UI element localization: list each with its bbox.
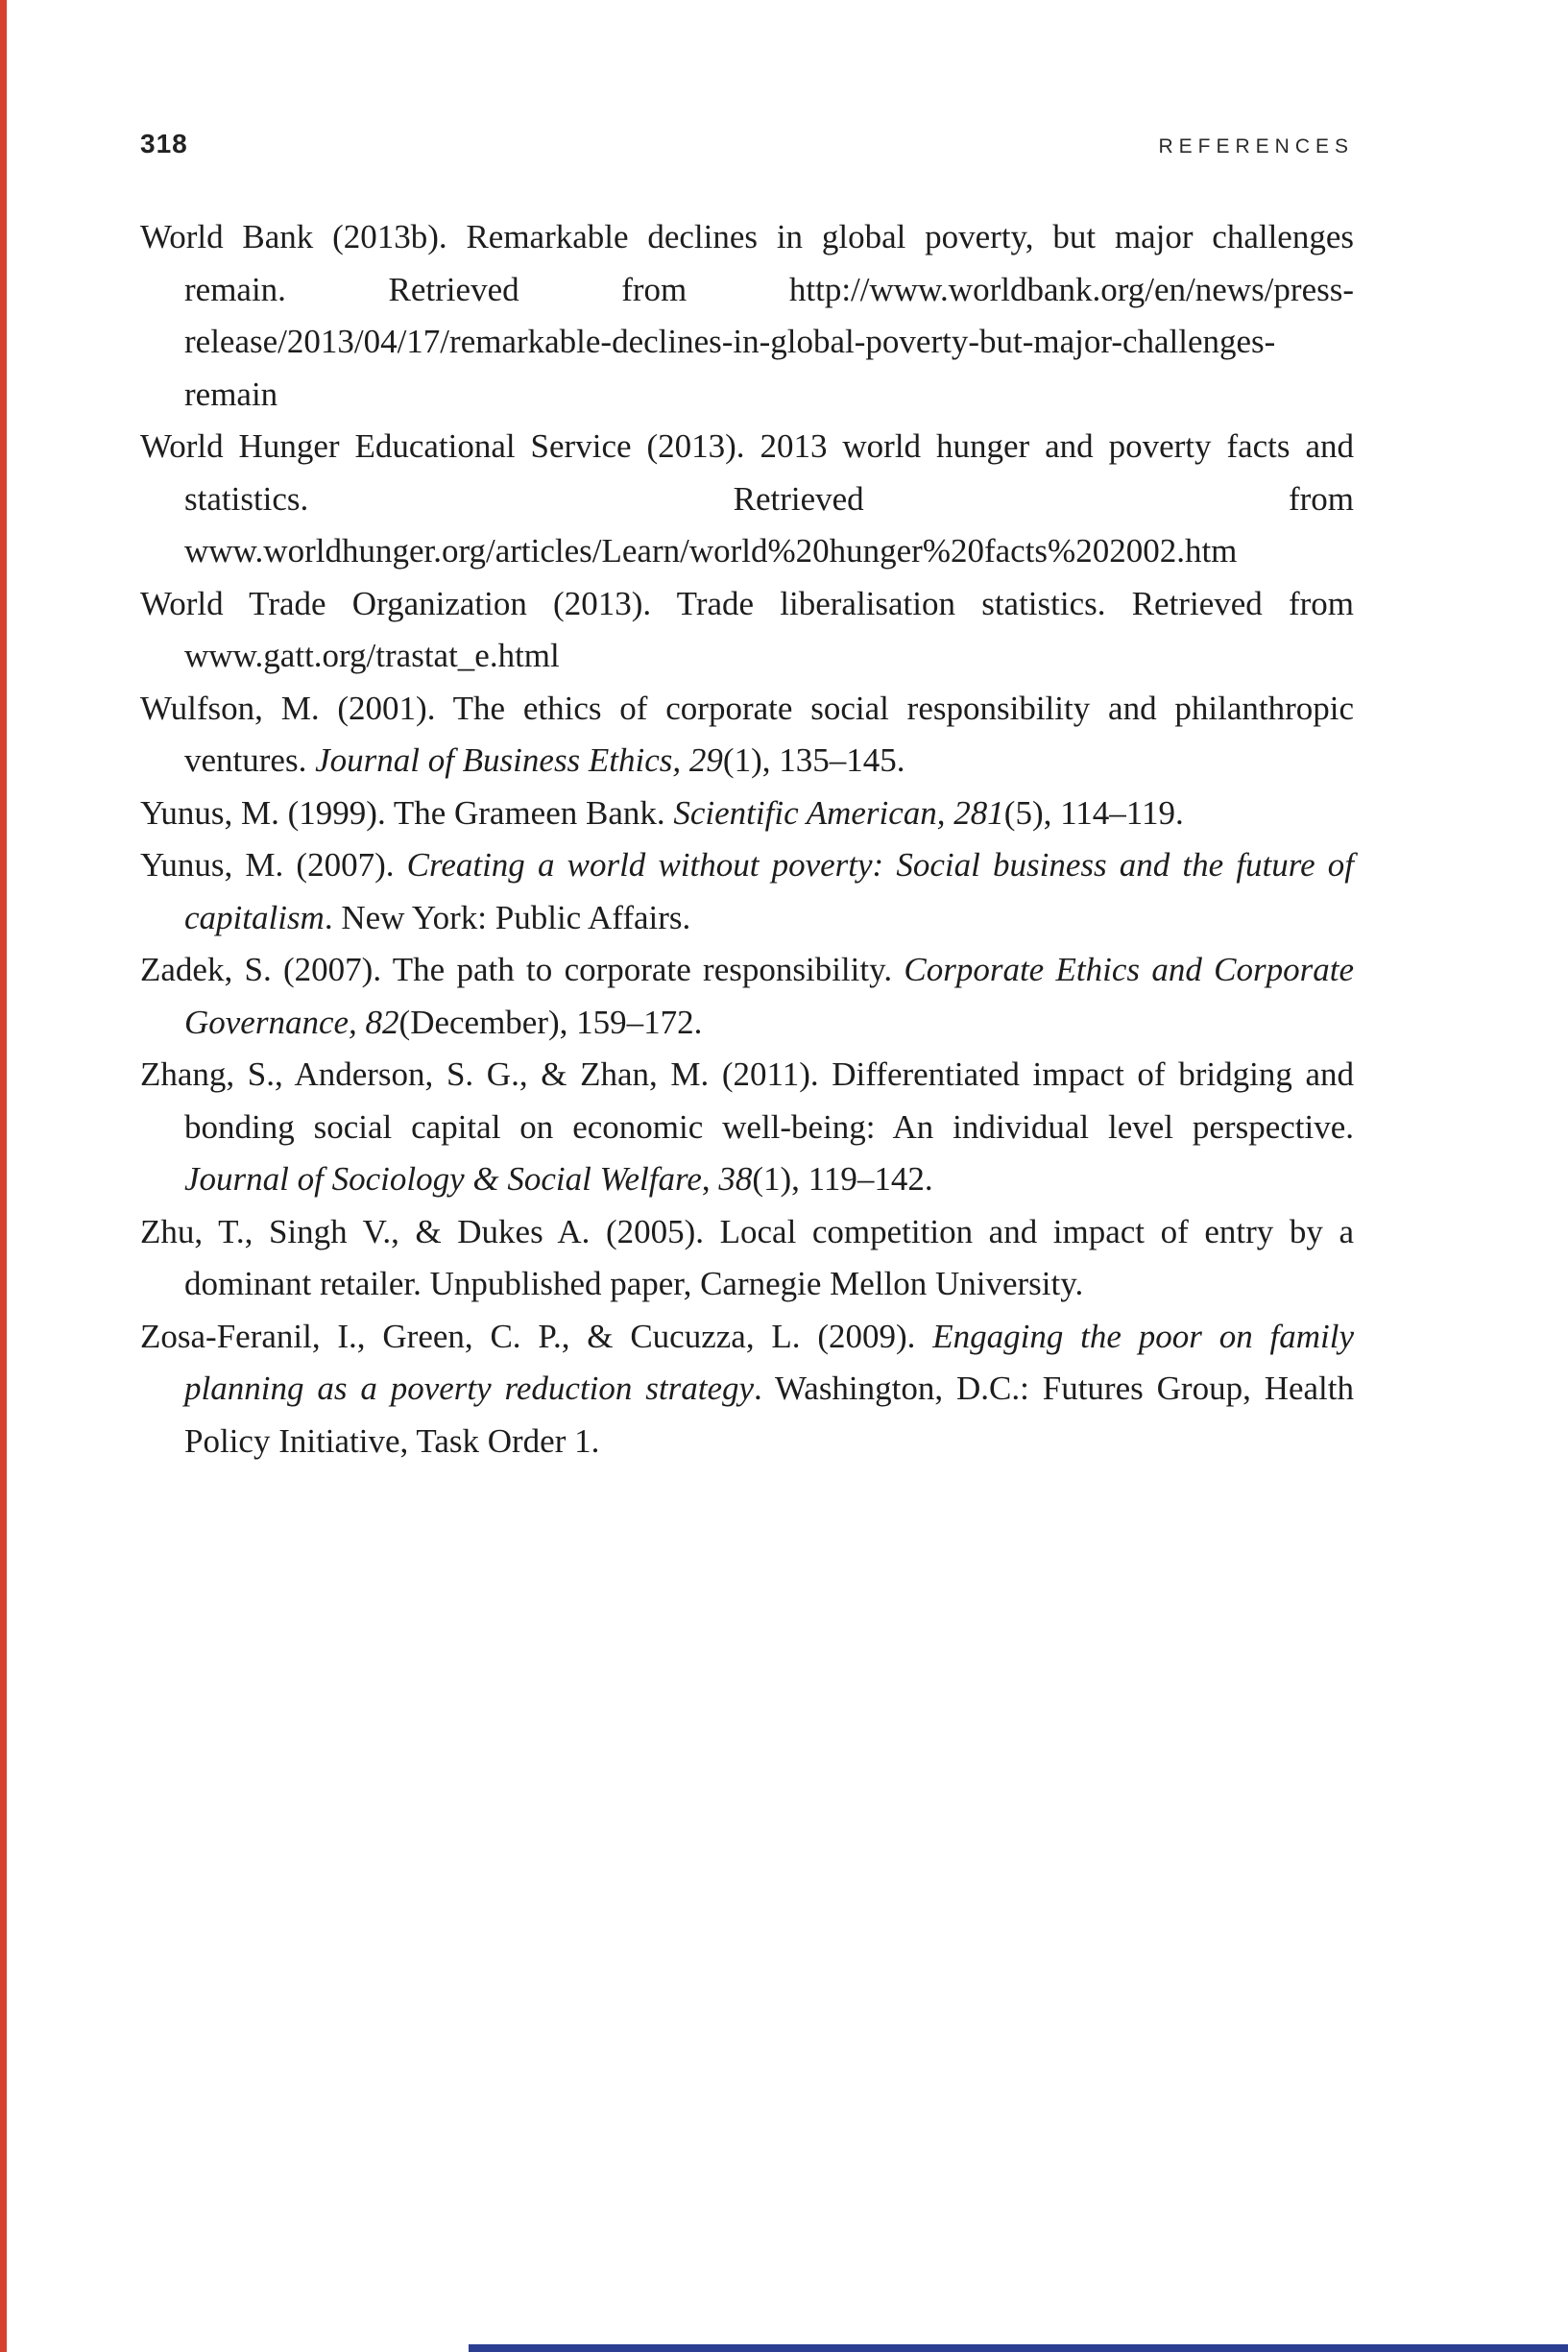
reference-entry [140,944,1354,1049]
references-list [140,211,1354,1467]
reference-text: Zosa-Feranil, I., Green, C. P., & Cucuzza, L. (2009). [140,1317,933,1355]
reference-text: (December), 159–172. [398,1003,703,1041]
page-header [140,129,1354,159]
reference-text: (5), 114–119. [1003,793,1184,832]
reference-entry [140,683,1354,788]
reference-text: World Trade Organization (2013). Trade liberalisation statistics. Retrieved from www.gatt.org/trastat_e.html [140,584,1354,674]
bottom-page-edge-strip [469,2344,1568,2352]
running-header: REFERENCES [1158,135,1354,158]
reference-entry [140,839,1354,944]
reference-text: (1), 119–142. [752,1160,933,1198]
reference-text: Zhang, S., Anderson, S. G., & Zhan, M. (2011). Differentiated impact of bridging and bonding social capital on economic well-being: An individual level perspective. [140,1055,1354,1146]
reference-title-italic: 38 [718,1160,753,1198]
reference-entry [140,1311,1354,1468]
left-page-edge-strip [0,0,7,2352]
reference-title-italic: Scientific American, 281 [673,793,1004,832]
reference-entry [140,578,1354,683]
reference-text: World Bank (2013b). Remarkable declines in global poverty, but major challenges remain. Retrieved from http://www.worldbank.org/en/news/press-release/2013/04/17/remarkable-declines-in-global-poverty-but-major-challenges-remain [140,218,1354,413]
reference-text: , [701,1160,719,1198]
reference-title-italic: Journal of Business Ethics, 29 [315,741,723,779]
reference-text: Zhu, T., Singh V., & Dukes A. (2005). Local competition and impact of entry by a dominant retailer. Unpublished paper, Carnegie Mellon University. [140,1212,1354,1302]
reference-text: . Washington, D.C.: Futures Group, Health Policy Initiative, Task Order 1. [184,1370,1354,1460]
reference-entry [140,421,1354,578]
reference-text: Wulfson, M. (2001). The ethics of corporate social responsibility and philanthropic ventures. [140,689,1354,779]
reference-text: (1), 135–145. [722,741,905,779]
reference-title-italic: Corporate Ethics and Corporate Governance, 82 [184,951,1354,1041]
reference-entry [140,211,1354,421]
reference-text: Yunus, M. (2007). [140,846,407,884]
reference-text: . New York: Public Affairs. [324,898,691,936]
reference-text: Zadek, S. (2007). The path to corporate responsibility. [140,951,905,988]
reference-title-italic: Creating a world without poverty: Social business and the future of capitalism [184,846,1354,936]
reference-text: Yunus, M. (1999). The Grameen Bank. [140,793,674,832]
reference-title-italic: Journal of Sociology & Social Welfare [184,1160,702,1198]
reference-title-italic: Engaging the poor on family planning as a poverty reduction strategy [184,1317,1354,1407]
page-number: 318 [140,129,188,158]
reference-text: World Hunger Educational Service (2013). 2013 world hunger and poverty facts and statistics. Retrieved from www.worldhunger.org/articles/Learn/world%20hunger%20facts%202002.htm [140,427,1354,570]
reference-entry [140,1206,1354,1311]
reference-entry [140,1049,1354,1206]
reference-entry [140,788,1354,840]
